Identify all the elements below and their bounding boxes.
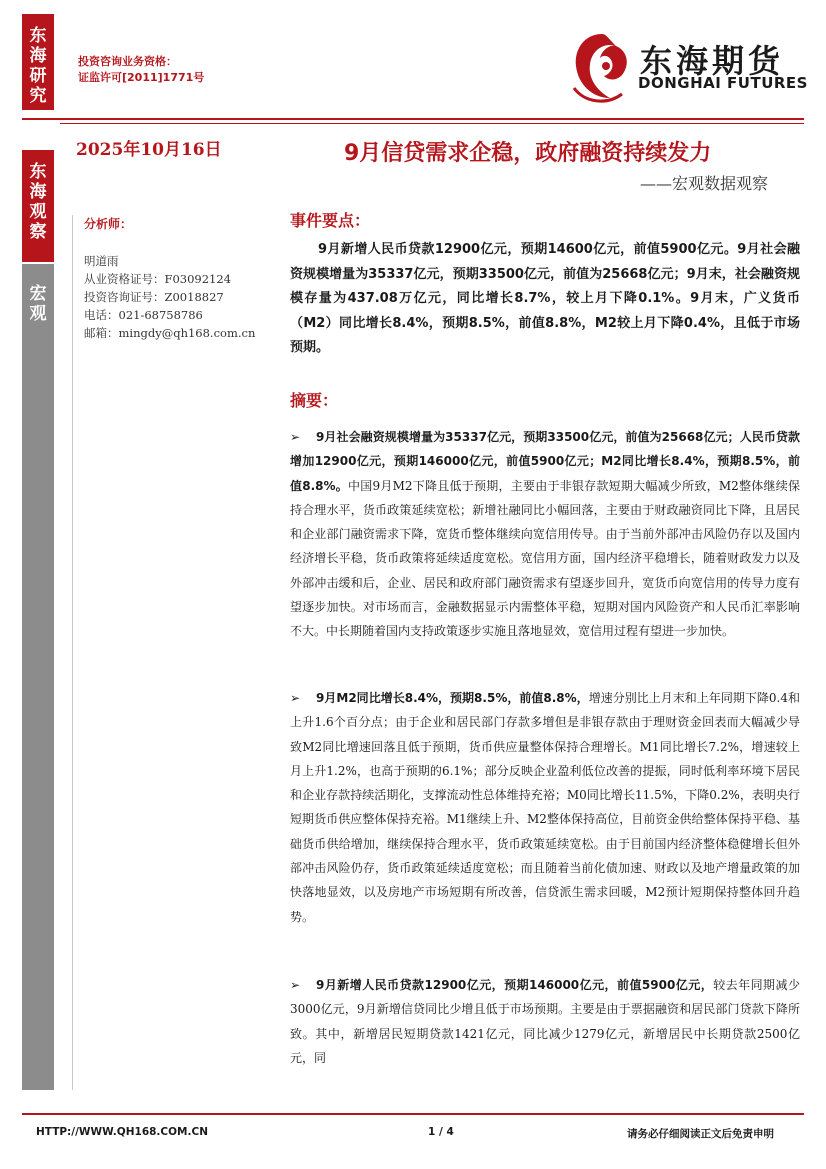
summary-lead: 9月新增人民币贷款12900亿元，预期146000亿元，前值5900亿元，: [316, 978, 714, 992]
bullet-arrow-icon: ➢: [290, 978, 301, 992]
side-tab-research-char: 究: [29, 86, 47, 106]
page-number: 1 / 4: [428, 1126, 454, 1138]
side-tab-research-char: 东: [29, 26, 47, 46]
side-tab-macro: [22, 264, 54, 1090]
summary-body: 中国9月M2下降且低于预期，主要由于非银存款短期大幅减少所致，M2整体继续保持合理水平，货币政策延续宽松；新增社融同比小幅回落，主要由于财政融资同比下降，且居民和企业部门融资需求下降，宽货币整体继续向宽信用传导。由于当前外部冲击风险仍存以及国内经济增长平稳，货币政策将延续适度宽松。宽信用方面，国内经济平稳增长，随着财政发力以及外部冲击缓和后，企业、居民和政府部门融资需求有望逐步回升，宽货币向宽信用的传导力度有望逐步加快。对市场而言，金融数据显示内需整体平稳，短期对国内风险资产和人民币汇率影响不大。中长期随着国内支持政策逐步实施且落地显效，宽信用过程有望进一步加快。: [290, 478, 800, 639]
bullet-arrow-icon: ➢: [290, 430, 301, 444]
side-tab-observe-char: 察: [29, 222, 47, 242]
footer-url[interactable]: HTTP://WWW.QH168.COM.CN: [36, 1126, 208, 1138]
side-tab-observe-char: 海: [29, 182, 47, 202]
summary-body: 较去年同期减少3000亿元，9月新增信贷同比少增且低于市场预期。主要是由于票据融资和居民部门贷款下降所致。其中，新增居民短期贷款1421亿元，同比减少1279亿元，新增居民中长期贷款2500亿元，同: [290, 978, 800, 1065]
analyst-info: [84, 252, 255, 342]
summary-paragraph: [290, 425, 800, 644]
analyst-email[interactable]: 邮箱：mingdy@qh168.com.cn: [84, 326, 256, 340]
report-date: 2025年10月16日: [76, 140, 222, 160]
sidebar-divider: [72, 215, 73, 1090]
analyst-cert: 从业资格证号：F03092124: [84, 272, 232, 286]
side-tab-research-char: 研: [29, 66, 47, 86]
summary-heading: 摘要：: [290, 391, 339, 410]
summary-lead: 9月社会融资规模增量为35337亿元，预期33500亿元，前值为25668亿元；人民币贷款增加12900亿元，预期146000亿元，前值5900亿元；M2同比增长8.4%，预期8.5%，前值8.8%。: [290, 430, 800, 493]
page-subtitle: ——宏观数据观察: [640, 174, 769, 193]
analyst-consult-cert: 投资咨询证号：Z0018827: [84, 290, 224, 304]
summary-item-1: [290, 425, 800, 644]
side-tab-research: [22, 14, 54, 110]
logo-chinese: 东海期货: [640, 42, 785, 80]
summary-item-2: [290, 686, 800, 929]
header-divider: [22, 118, 804, 120]
side-tab-macro-char: 观: [29, 304, 47, 324]
summary-body: 增速分别比上月末和上年同期下降0.4和上升1.6个百分点；由于企业和居民部门存款多增但是非银存款由于理财资金回表而大幅减少导致M2同比增速回落且低于预期，货币供应量整体保持合理增长。M1同比增长7.2%，增速较上月上升1.2%，也高于预期的6.1%；部分反映企业盈利低位改善的提振，同时低利率环境下居民和企业存款持续活期化，支撑流动性总体维持充裕；M0同比增长11.5%，下降0.2%，表明央行短期货币供应整体保持充裕。M1继续上升、M2整体保持高位，目前资金供给整体保持平稳、基础货币供给增加，继续保持合理水平，货币政策延续宽松。由于目前国内经济整体稳健增长但外部冲击风险仍存，货币政策延续适度宽松；而且随着当前化债加速、财政以及地产增量政策的加快落地显效，以及房地产市场短期有所改善，信贷派生需求回暖，M2预计短期保持整体回升趋势。: [290, 691, 800, 924]
qualification-block: [78, 54, 204, 86]
side-tab-research-char: 海: [29, 46, 47, 66]
footer-disclaimer: 请务必仔细阅读正文后免责申明: [627, 1128, 774, 1140]
analyst-name: 明道雨: [84, 254, 119, 268]
event-heading: 事件要点：: [290, 211, 371, 230]
dragon-logo-icon: [566, 28, 638, 106]
summary-item-3: [290, 973, 800, 1070]
summary-paragraph: [290, 973, 800, 1070]
event-body: [290, 238, 800, 361]
bullet-arrow-icon: ➢: [290, 691, 301, 705]
logo-english: DONGHAI FUTURES: [638, 74, 808, 92]
analyst-phone: 电话：021-68758786: [84, 308, 203, 322]
side-tab-observe-char: 观: [29, 202, 47, 222]
summary-lead: 9月M2同比增长8.4%，预期8.5%，前值8.8%，: [316, 691, 589, 705]
qualification-line: 投资咨询业务资格：: [78, 55, 177, 68]
side-tab-macro-char: 宏: [29, 284, 47, 304]
event-paragraph: 9月新增人民币贷款12900亿元，预期14600亿元，前值5900亿元。9月社会融资规模增量为35337亿元，预期33500亿元，前值为25668亿元；9月末，社会融资规模存量为437.08万亿元，同比增长8.7%，较上月下降0.1%。9月末，广义货币（M2）同比增长8.4%，预期8.5%，前值8.8%，M2较上月下降0.4%，且低于市场预期。: [290, 242, 800, 355]
analyst-label: 分析师：: [84, 217, 133, 231]
side-tab-observe-char: 东: [29, 162, 47, 182]
footer-divider: [22, 1113, 804, 1115]
qualification-license: 证监许可[2011]1771号: [78, 71, 205, 84]
summary-paragraph: [290, 686, 800, 929]
side-tab-observe: [22, 150, 54, 262]
page-title: 9月信贷需求企稳，政府融资持续发力: [344, 141, 712, 166]
header-divider-thin: [60, 123, 804, 124]
